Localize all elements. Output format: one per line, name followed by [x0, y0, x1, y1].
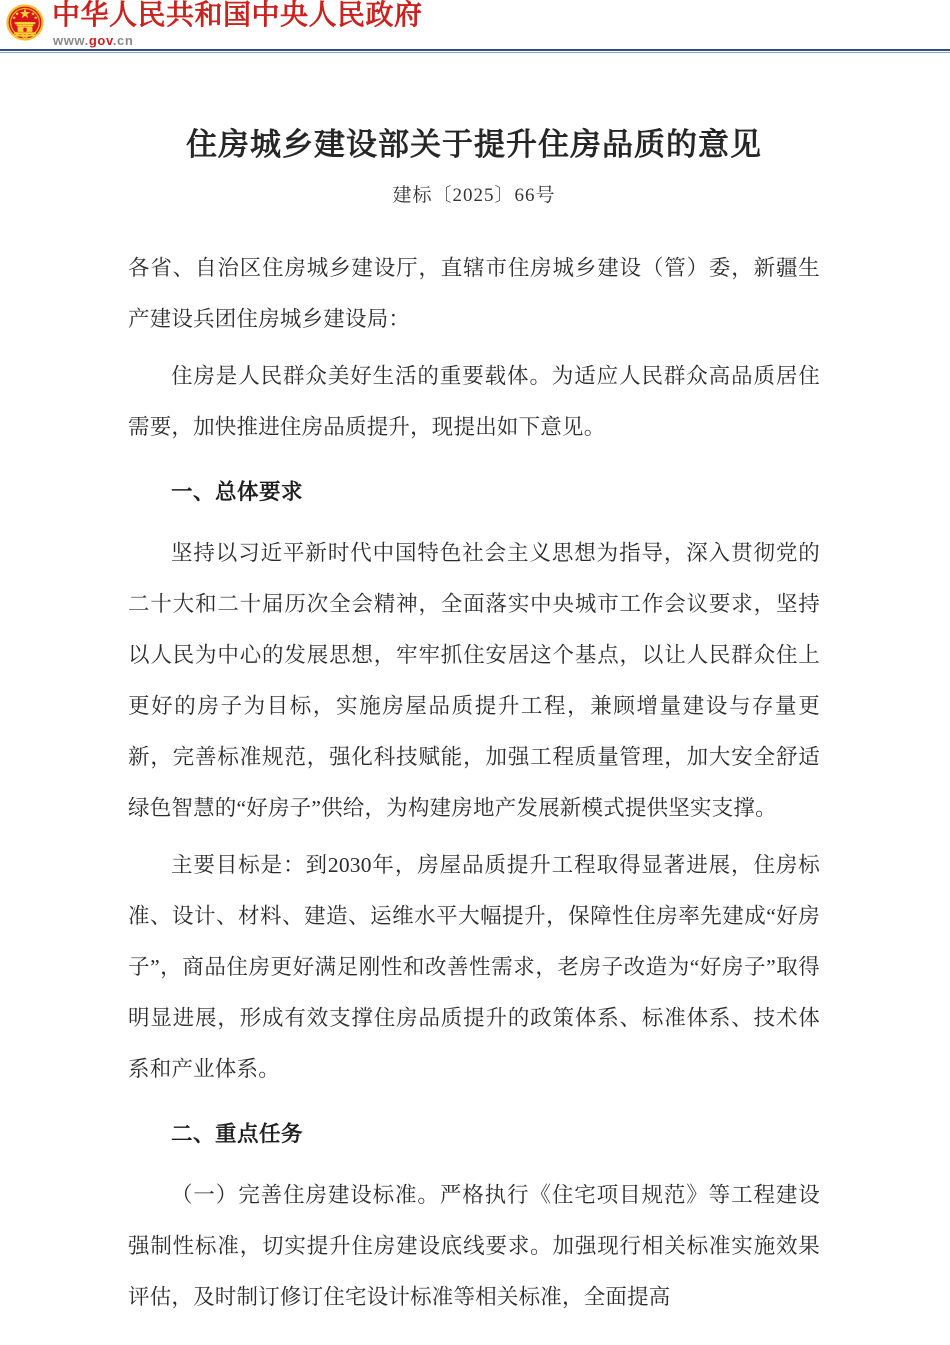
section-2-paragraph-1: （一）完善住房建设标准。严格执行《住宅项目规范》等工程建设强制性标准，切实提升住房建设底线要求。加强现行相关标准实施效果评估，及时制订修订住宅设计标准等相关标准，全面提高: [128, 1183, 820, 1309]
page-title: 住房城乡建设部关于提升住房品质的意见: [186, 127, 762, 162]
domain-suffix: .cn: [112, 33, 134, 48]
header-divider: [0, 49, 950, 53]
preamble-paragraph: 住房是人民群众美好生活的重要载体。为适应人民群众高品质居住需要，加快推进住房品质提升，现提出如下意见。: [128, 364, 820, 439]
section-1-paragraph-2: 主要目标是：到2030年，房屋品质提升工程取得显著进展，住房标准、设计、材料、建造、运维水平大幅提升，保障性住房率先建成“好房子”，商品住房更好满足刚性和改善性需求，老房子改造为“好房子”取得明显进展，形成有效支撑住房品质提升的政策体系、标准体系、技术体系和产业体系。: [128, 853, 820, 1081]
national-emblem-icon: [6, 3, 44, 43]
section-1-paragraph-1: 坚持以习近平新时代中国特色社会主义思想为指导，深入贯彻党的二十大和二十届历次全会精神，全面落实中央城市工作会议要求，坚持以人民为中心的发展思想，牢牢抓住安居这个基点，以让人民群众住上更好的房子为目标，实施房屋品质提升工程，兼顾增量建设与存量更新，完善标准规范，强化科技赋能，加强工程质量管理，加大安全舒适绿色智慧的“好房子”供给，为构建房地产发展新模式提供坚实支撑。: [128, 541, 820, 820]
recipient-paragraph: 各省、自治区住房城乡建设厅，直辖市住房城乡建设（管）委，新疆生产建设兵团住房城乡建设局：: [128, 256, 820, 331]
document-body: [0, 125, 950, 1323]
section-heading-2: 二、重点任务: [171, 1122, 304, 1146]
site-header: [0, 0, 950, 50]
section-heading-1: 一、总体要求: [171, 480, 304, 504]
header-text-block: [52, 0, 423, 49]
domain-prefix: www.: [53, 33, 89, 48]
domain-accent: gov: [88, 33, 113, 48]
site-domain[interactable]: [53, 33, 133, 49]
document-content: [128, 243, 820, 1323]
site-title[interactable]: 中华人民共和国中央人民政府: [52, 0, 423, 31]
document-number: 建标〔2025〕66号: [392, 185, 556, 206]
